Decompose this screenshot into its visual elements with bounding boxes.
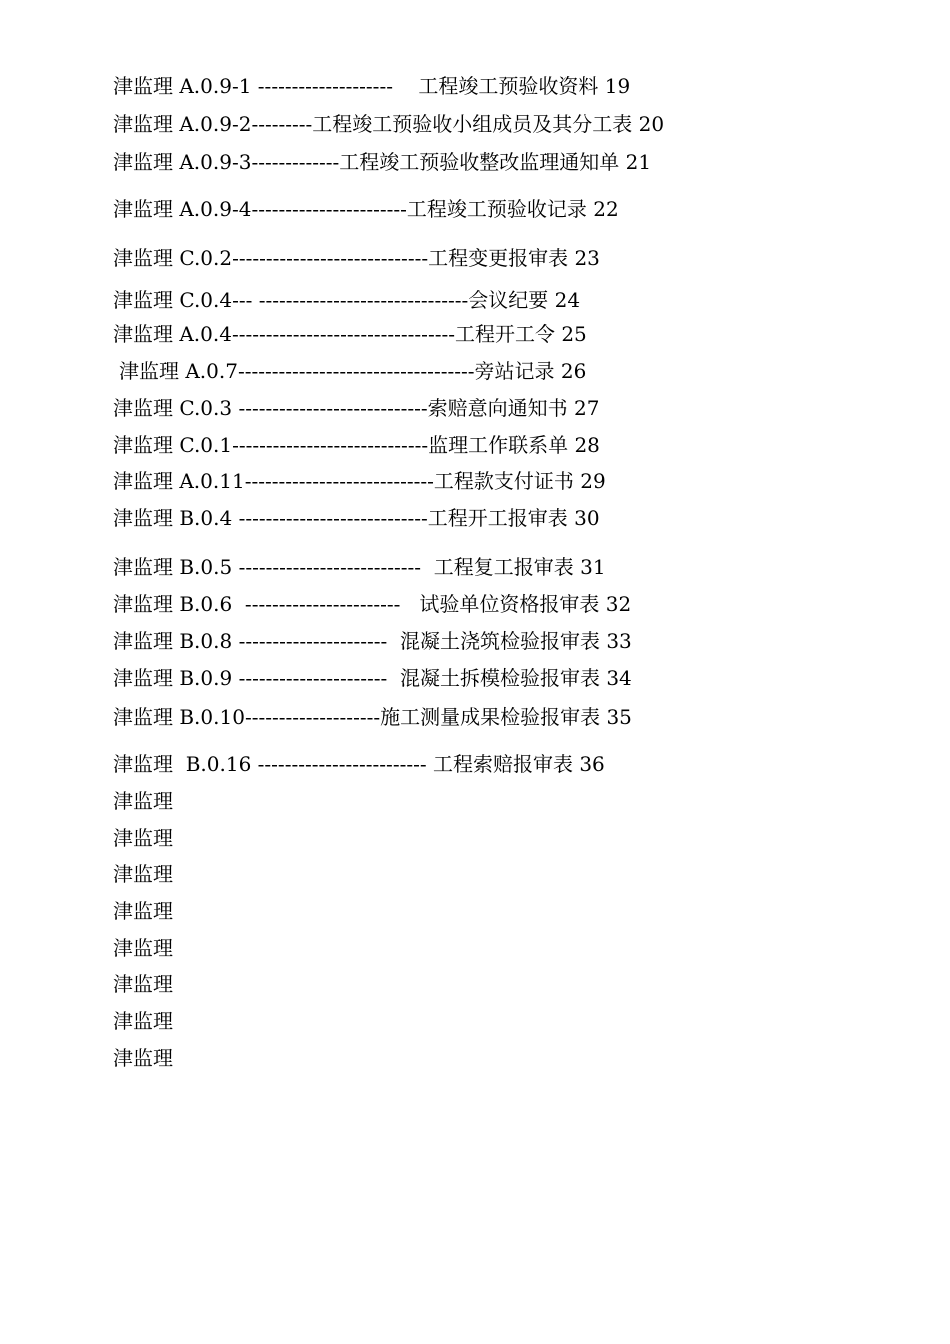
toc-entry-a-0-9-3: 津监理 A.0.9-3-------------工程竣工预验收整改监理通知单 21 [113,150,652,174]
toc-entry-blank: 津监理 [113,789,173,813]
toc-entry-a-0-9-4: 津监理 A.0.9-4-----------------------工程竣工预验收记录 22 [113,197,619,221]
toc-entry-blank: 津监理 [113,1009,173,1033]
toc-entry-b-0-9: 津监理 B.0.9 ---------------------- 混凝土拆模检验报审表 34 [113,666,632,690]
toc-entry-b-0-8: 津监理 B.0.8 ---------------------- 混凝土浇筑检验报审表 33 [113,629,632,653]
toc-entry-blank: 津监理 [113,972,173,996]
toc-entry-c-0-2: 津监理 C.0.2-----------------------------工程变更报审表 23 [113,246,600,270]
toc-entry-blank: 津监理 [113,862,173,886]
toc-entry-c-0-3: 津监理 C.0.3 ----------------------------索赔意向通知书 27 [113,396,600,420]
toc-entry-b-0-6: 津监理 B.0.6 ----------------------- 试验单位资格报审表 32 [113,592,632,616]
toc-entry-blank: 津监理 [113,826,173,850]
toc-entry-b-0-4: 津监理 B.0.4 ----------------------------工程开工报审表 30 [113,506,600,530]
toc-entry-c-0-4: 津监理 C.0.4--- -------------------------------会议纪要 24 [113,288,581,312]
toc-entry-blank: 津监理 [113,1046,173,1070]
toc-entry-b-0-10: 津监理 B.0.10--------------------施工测量成果检验报审表 35 [113,705,632,729]
toc-entry-a-0-4: 津监理 A.0.4---------------------------------工程开工令 25 [113,322,587,346]
toc-entry-a-0-7: 津监理 A.0.7-----------------------------------旁站记录 26 [119,359,587,383]
toc-entry-c-0-1: 津监理 C.0.1-----------------------------监理工作联系单 28 [113,433,600,457]
toc-entry-b-0-16: 津监理 B.0.16 ------------------------- 工程索赔报审表 36 [113,752,605,776]
toc-entry-b-0-5: 津监理 B.0.5 --------------------------- 工程复工报审表 31 [113,555,606,579]
toc-entry-a-0-9-2: 津监理 A.0.9-2---------工程竣工预验收小组成员及其分工表 20 [113,112,665,136]
toc-entry-a-0-11: 津监理 A.0.11----------------------------工程款支付证书 29 [113,469,606,493]
toc-entry-a-0-9-1: 津监理 A.0.9-1 -------------------- 工程竣工预验收资料 19 [113,74,631,98]
toc-entry-blank: 津监理 [113,936,173,960]
toc-entry-blank: 津监理 [113,899,173,923]
